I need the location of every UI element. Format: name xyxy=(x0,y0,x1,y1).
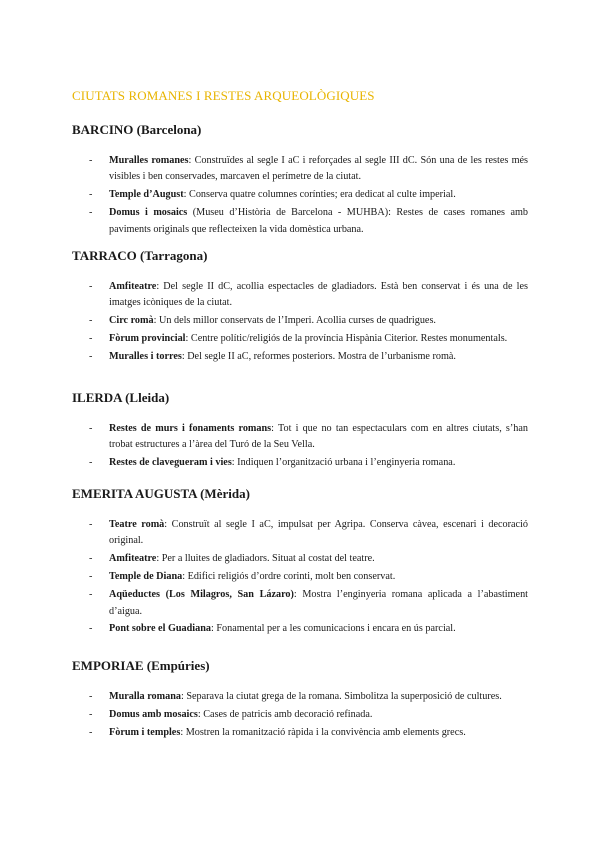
item-term: Temple de Diana xyxy=(109,571,183,583)
item-text: : Del segle II aC, reformes posteriors. Mostra de l’urbanisme romà. xyxy=(181,351,456,363)
list-item: - Fòrum i temples: Mostren la romanització ràpida i la convivència amb elements grecs. xyxy=(89,726,466,738)
section-heading: BARCINO (Barcelona) xyxy=(72,122,202,137)
section-heading: EMPORIAE (Empúries) xyxy=(72,658,210,673)
item-term: Circ romà xyxy=(109,315,154,327)
item-text: : Indiquen l’organització urbana i l’enginyeria romana. xyxy=(231,457,456,469)
list-item: - Teatre romà: Construït al segle I aC, impulsat per Agripa. Conserva càvea, escenari i decoració original. xyxy=(89,519,528,547)
item-list xyxy=(72,517,528,638)
item-term: Muralles romanes xyxy=(109,155,189,166)
list-item: - Circ romà: Un dels millor conservats de l’Imperi. Acollia curses de quadrigues. xyxy=(89,315,436,327)
item-text: (Museu d’Història de Barcelona - MUHBA): Restes de cases romanes amb paviments originals que reflecteixen la vida domèstica urbana. xyxy=(109,207,528,235)
item-term: Domus i mosaics xyxy=(109,207,188,219)
item-term: Aqüeductes (Los Milagros, San Lázaro) xyxy=(109,589,294,601)
list-item: - Fòrum provincial: Centre polític/religiós de la província Hispània Citerior. Restes monumentals. xyxy=(89,333,508,345)
item-term: Restes de clavegueram i vies xyxy=(109,457,232,469)
item-term: Muralla romana xyxy=(109,691,181,702)
section-heading: TARRACO (Tarragona) xyxy=(72,248,208,263)
list-item: - Temple d’August: Conserva quatre columnes corínties; era dedicat al culte imperial. xyxy=(89,189,456,201)
item-text: : Cases de patricis amb decoració refinada. xyxy=(197,708,373,720)
item-text: : Construïdes al segle I aC i reforçades al segle III dC. Són una de les restes més visibles i ben conservades, marcaven el perímetre de la ciutat. xyxy=(109,155,528,183)
list-item: - Domus i mosaics (Museu d’Història de Barcelona - MUHBA): Restes de cases romanes amb paviments originals que reflecteixen la vida domèstica urbana. xyxy=(89,207,528,235)
list-item: - Muralla romana: Separava la ciutat grega de la romana. Simbolitza la superposició de cultures. xyxy=(89,691,502,702)
document-title: CIUTATS ROMANES I RESTES ARQUEOLÒGIQUES xyxy=(72,88,375,103)
item-text: : Mostra l’enginyeria romana aplicada a l’abastiment d’aigua. xyxy=(109,589,528,617)
list-item: - Muralles romanes: Construïdes al segle I aC i reforçades al segle III dC. Són una de les restes més visibles i ben conservades, marcaven el perímetre de la ciutat. xyxy=(89,155,528,183)
item-text: : Edifici religiós d’ordre corinti, molt ben conservat. xyxy=(182,571,396,583)
item-text: : Fonamental per a les comunicacions i encara en ús parcial. xyxy=(210,623,456,635)
section-tarraco xyxy=(72,248,528,367)
item-list xyxy=(72,689,528,741)
item-term: Teatre romà xyxy=(109,519,165,530)
item-text: : Del segle II dC, acollia espectacles de gladiadors. Està ben conservat i és una de les imatges icòniques de la ciutat. xyxy=(109,281,528,309)
list-item: - Restes de murs i fonaments romans: Tot i que no tan espectaculars com en altres ciutats, s’han trobat estructures a l’àrea del Turó de la Seu Vella. xyxy=(89,423,529,451)
item-text: : Per a lluites de gladiadors. Situat al costat del teatre. xyxy=(156,553,375,565)
item-text: : Un dels millor conservats de l’Imperi. Acollia curses de quadrigues. xyxy=(153,315,436,327)
item-term: Amfiteatre xyxy=(109,553,157,565)
section-heading: ILERDA (Lleida) xyxy=(72,390,170,405)
item-term: Fòrum i temples xyxy=(109,726,181,738)
item-text: : Construït al segle I aC, impulsat per Agripa. Conserva càvea, escenari i decoració original. xyxy=(109,519,528,547)
section-emporiae xyxy=(72,658,528,743)
section-heading: EMERITA AUGUSTA (Mèrida) xyxy=(72,486,250,501)
item-list xyxy=(72,279,528,366)
list-item: - Restes de clavegueram i vies: Indiquen l’organització urbana i l’enginyeria romana. xyxy=(89,457,456,469)
item-term: Temple d’August xyxy=(109,189,184,201)
item-term: Muralles i torres xyxy=(109,351,182,363)
item-list xyxy=(72,421,528,472)
item-text: : Conserva quatre columnes corínties; era dedicat al culte imperial. xyxy=(183,189,456,201)
item-text: : Mostren la romanització ràpida i la convivència amb elements grecs. xyxy=(180,726,466,738)
section-emerita-augusta xyxy=(72,486,528,639)
item-term: Pont sobre el Guadiana xyxy=(109,623,211,635)
item-text: : Centre polític/religiós de la província Hispània Citerior. Restes monumentals. xyxy=(185,333,508,345)
item-term: Restes de murs i fonaments romans xyxy=(109,423,272,434)
item-text: : Tot i que no tan espectaculars com en altres ciutats, s’han trobat estructures a l’àrea del Turó de la Seu Vella. xyxy=(109,423,529,451)
item-term: Amfiteatre xyxy=(109,281,157,292)
item-list xyxy=(72,153,528,238)
list-item: - Temple de Diana: Edifici religiós d’ordre corinti, molt ben conservat. xyxy=(89,571,396,583)
list-item: - Muralles i torres: Del segle II aC, reformes posteriors. Mostra de l’urbanisme romà. xyxy=(89,351,456,363)
item-term: Fòrum provincial xyxy=(109,333,186,345)
list-item: - Amfiteatre: Del segle II dC, acollia espectacles de gladiadors. Està ben conservat i és una de les imatges icòniques de la ciutat. xyxy=(89,281,528,309)
item-text: : Separava la ciutat grega de la romana. Simbolitza la superposició de cultures. xyxy=(180,691,502,702)
item-term: Domus amb mosaics xyxy=(109,708,198,720)
list-item: - Amfiteatre: Per a lluites de gladiadors. Situat al costat del teatre. xyxy=(89,553,375,565)
list-item: - Domus amb mosaics: Cases de patricis amb decoració refinada. xyxy=(89,708,373,720)
list-item: - Aqüeductes (Los Milagros, San Lázaro): Mostra l’enginyeria romana aplicada a l’abastiment d’aigua. xyxy=(89,589,528,617)
list-item: - Pont sobre el Guadiana: Fonamental per a les comunicacions i encara en ús parcial. xyxy=(89,623,456,635)
section-ilerda xyxy=(72,390,528,473)
section-barcino xyxy=(72,122,528,240)
